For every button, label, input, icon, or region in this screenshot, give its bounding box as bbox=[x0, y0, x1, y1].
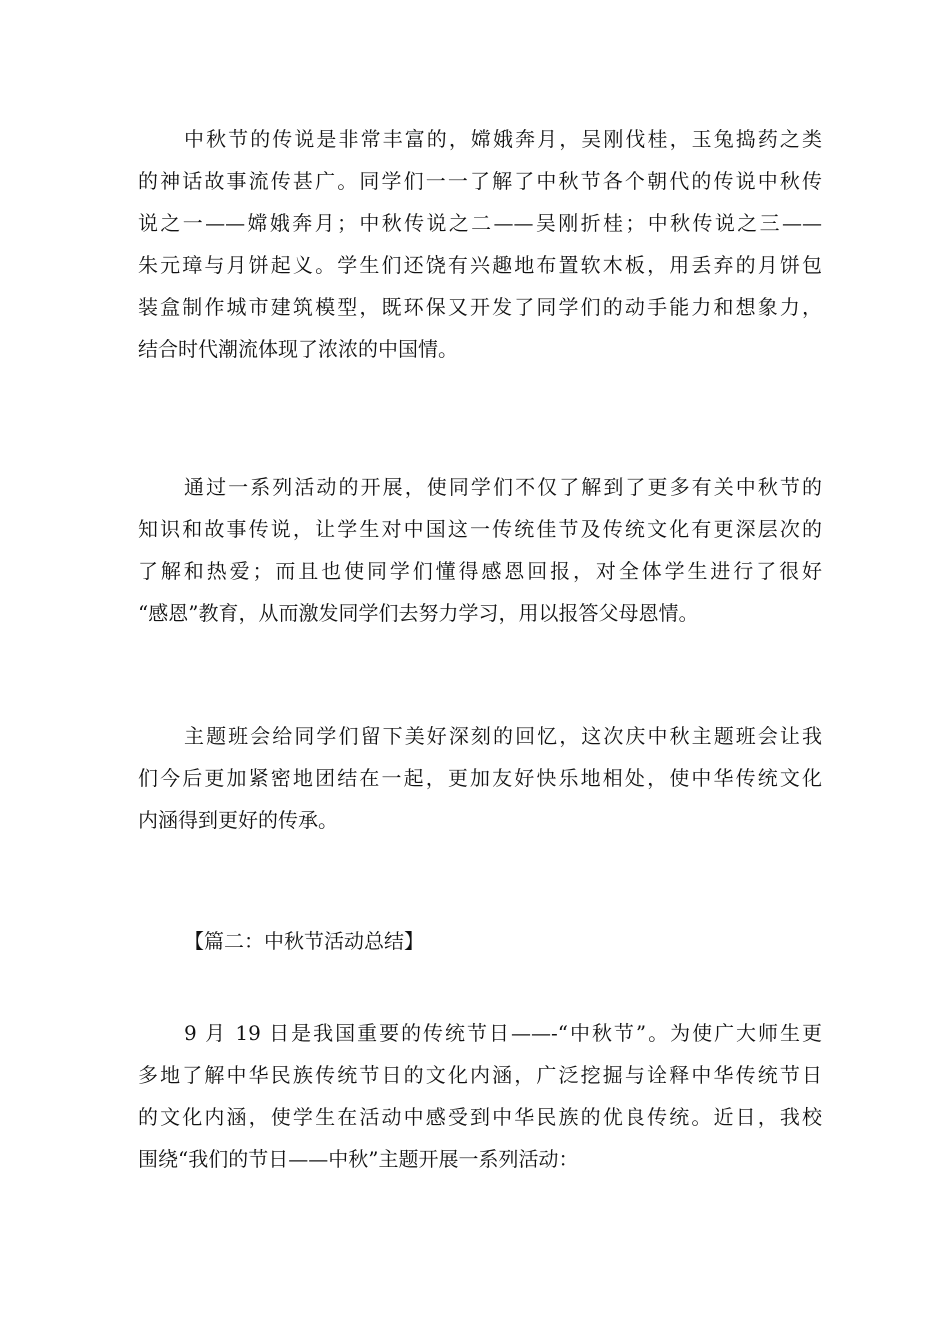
paragraph-line: 的文化内涵，使学生在活动中感受到中华民族的优良传统。近日，我校 bbox=[138, 1105, 822, 1129]
paragraph-line: 结合时代潮流体现了浓浓的中国情。 bbox=[138, 337, 458, 361]
paragraph-line: 内涵得到更好的传承。 bbox=[138, 808, 338, 832]
paragraph-line: 装盒制作城市建筑模型，既环保又开发了同学们的动手能力和想象力， bbox=[138, 295, 822, 319]
paragraph-line: 通过一系列活动的开展，使同学们不仅了解到了更多有关中秋节的 bbox=[184, 475, 822, 499]
paragraph-line: 了解和热爱；而且也使同学们懂得感恩回报，对全体学生进行了很好 bbox=[138, 559, 822, 583]
paragraph-line: 说之一——嫦娥奔月；中秋传说之二——吴刚折桂；中秋传说之三—— bbox=[138, 211, 822, 235]
paragraph-section-two-intro bbox=[138, 1012, 822, 1180]
paragraph-line: 主题班会给同学们留下美好深刻的回忆，这次庆中秋主题班会让我 bbox=[184, 724, 822, 748]
paragraph-class-meeting bbox=[138, 715, 822, 841]
paragraph-line: 9 月 19 日是我国重要的传统节日——-“中秋节”。为使广大师生更 bbox=[184, 1021, 822, 1045]
paragraph-activity-outcomes bbox=[138, 466, 822, 634]
section-heading bbox=[138, 920, 822, 962]
paragraph-line: 多地了解中华民族传统节日的文化内涵，广泛挖掘与诠释中华传统节日 bbox=[138, 1063, 822, 1087]
paragraph-line: 们今后更加紧密地团结在一起，更加友好快乐地相处，使中华传统文化 bbox=[138, 766, 822, 790]
section-heading-text: 【篇二：中秋节活动总结】 bbox=[184, 929, 424, 953]
paragraph-line: 的神话故事流传甚广。同学们一一了解了中秋节各个朝代的传说中秋传 bbox=[138, 169, 822, 193]
paragraph-line: 知识和故事传说，让学生对中国这一传统佳节及传统文化有更深层次的 bbox=[138, 517, 822, 541]
paragraph-mid-autumn-legends bbox=[138, 118, 822, 370]
paragraph-line: 围绕“我们的节日——中秋”主题开展一系列活动： bbox=[138, 1147, 579, 1171]
paragraph-line: 中秋节的传说是非常丰富的，嫦娥奔月，吴刚伐桂，玉兔捣药之类 bbox=[184, 127, 822, 151]
paragraph-line: “感恩”教育，从而激发同学们去努力学习，用以报答父母恩情。 bbox=[138, 601, 699, 625]
paragraph-line: 朱元璋与月饼起义。学生们还饶有兴趣地布置软木板，用丢弃的月饼包 bbox=[138, 253, 822, 277]
